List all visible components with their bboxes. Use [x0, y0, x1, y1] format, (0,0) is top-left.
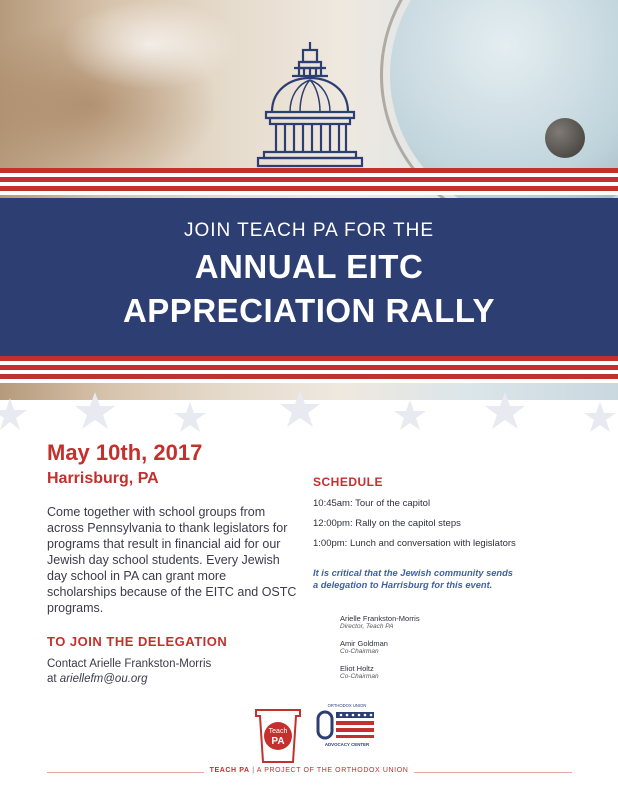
schedule-item: 1:00pm: Lunch and conversation with legislators — [313, 538, 516, 549]
contact-at: at — [47, 673, 57, 685]
contact-email-link[interactable]: ariellefm@ou.org — [59, 673, 148, 685]
person-role: Co-Chairman — [340, 648, 379, 655]
event-location: Harrisburg, PA — [47, 470, 159, 487]
svg-text:ORTHODOX UNION: ORTHODOX UNION — [327, 703, 367, 708]
contact-line: Contact Arielle Frankston-Morris — [47, 658, 212, 670]
svg-text:PA: PA — [271, 736, 285, 747]
bottom-stripes — [0, 356, 618, 383]
ou-advocacy-logo-icon — [318, 703, 374, 747]
person-name: Amir Goldman — [340, 639, 388, 648]
schedule-heading: SCHEDULE — [313, 475, 384, 489]
people-list — [340, 614, 540, 689]
person — [340, 664, 540, 680]
teach-pa-logo-icon — [256, 710, 300, 762]
person-role: Director, Teach PA — [340, 623, 394, 630]
schedule-item: 12:00pm: Rally on the capitol steps — [313, 518, 461, 529]
join-heading: TO JOIN THE DELEGATION — [47, 634, 228, 649]
schedule-item: 10:45am: Tour of the capitol — [313, 498, 431, 509]
footer — [0, 767, 618, 774]
banner-title-line1: ANNUAL EITC — [194, 248, 424, 285]
person-role: Co-Chairman — [340, 673, 379, 680]
svg-text:Teach: Teach — [268, 728, 288, 735]
event-description: Come together with school groups from across Pennsylvania to thank legislators for programs that result in financial aid for our Jewish day school students. Every Jewish day school in PA can grant more scholarships because of the EITC and OSTC programs. — [47, 505, 297, 615]
schedule-note-line2: a delegation to Harrisburg for this event. — [313, 580, 493, 590]
footer-separator: | — [252, 767, 255, 774]
schedule-note — [313, 567, 603, 591]
schedule-note-line1: It is critical that the Jewish community sends — [313, 568, 513, 578]
banner-title-line2: APPRECIATION RALLY — [122, 292, 496, 329]
svg-text:ADVOCACY CENTER: ADVOCACY CENTER — [324, 742, 370, 747]
person-name: Eliot Holtz — [340, 664, 374, 673]
sponsor-logos — [250, 702, 380, 770]
contact-info — [47, 657, 297, 687]
person-name: Arielle Frankston-Morris — [340, 614, 420, 623]
schedule-section — [313, 475, 603, 591]
capitol-dome-icon — [250, 40, 370, 172]
event-date: May 10th, 2017 — [47, 440, 203, 465]
person — [340, 614, 540, 630]
footer-brand: TEACH PA — [209, 767, 250, 774]
banner-pre-title: JOIN TEACH PA FOR THE — [183, 220, 435, 241]
top-stripes — [0, 168, 618, 195]
event-details — [47, 440, 297, 687]
stars-decoration-icon — [0, 388, 618, 448]
title-banner — [0, 198, 618, 356]
footer-tagline: A PROJECT OF THE ORTHODOX UNION — [256, 767, 409, 774]
person — [340, 639, 540, 655]
